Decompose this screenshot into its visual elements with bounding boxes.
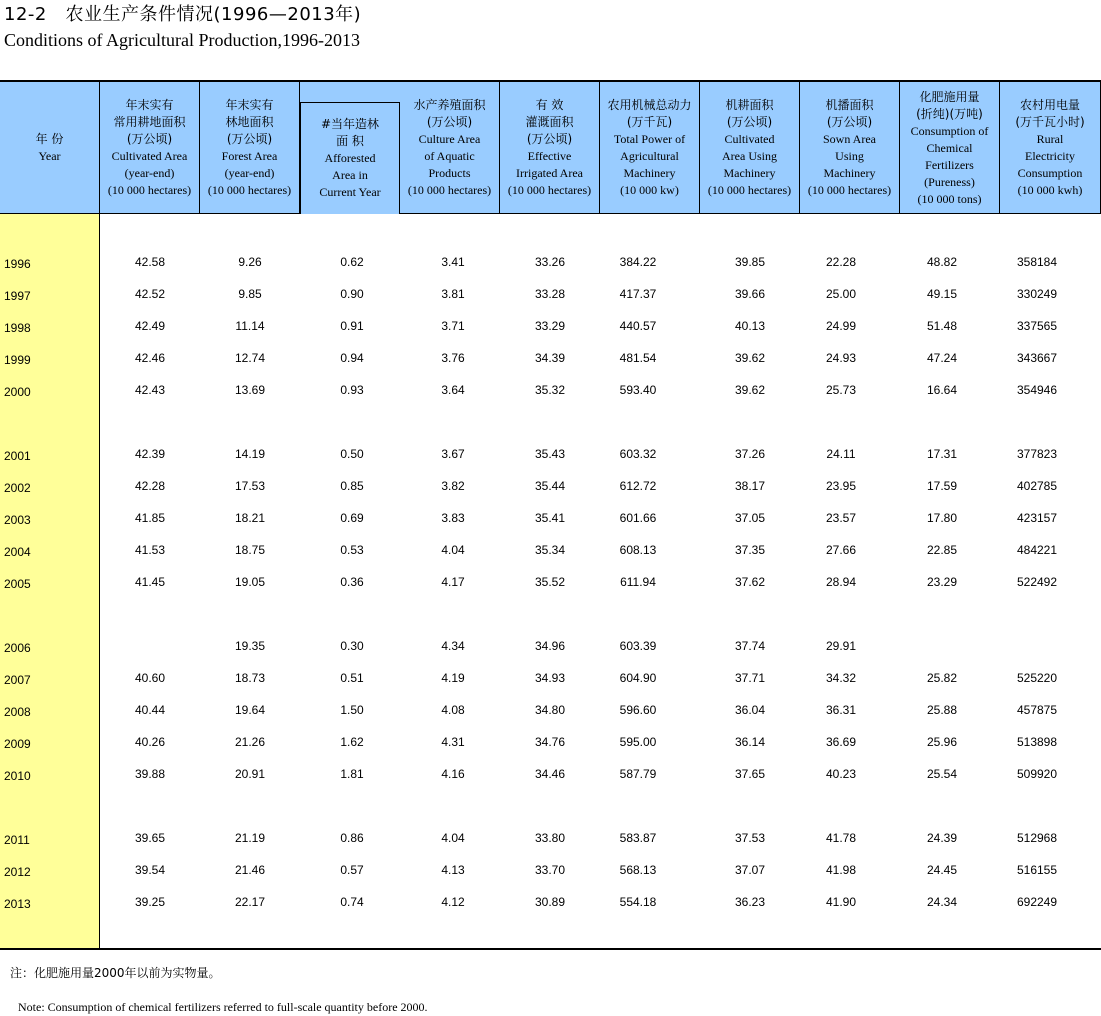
row-year: 2013 bbox=[4, 897, 31, 911]
cell-aquatic: 3.83 bbox=[441, 511, 465, 525]
cell-electricity: 512968 bbox=[1016, 831, 1058, 845]
header-cultivated-en-line: Cultivated Area bbox=[111, 149, 188, 163]
cell-electricity: 513898 bbox=[1016, 735, 1058, 749]
table-row bbox=[0, 766, 1101, 786]
cell-machinery: 596.60 bbox=[619, 703, 657, 717]
cell-aquatic: 4.12 bbox=[441, 895, 465, 909]
cell-machinery: 603.39 bbox=[619, 639, 657, 653]
cell-sown: 24.99 bbox=[825, 319, 857, 333]
table-row bbox=[0, 830, 1101, 850]
cell-aquatic: 4.17 bbox=[441, 575, 465, 589]
row-year: 2008 bbox=[4, 705, 31, 719]
cell-irrigated: 33.28 bbox=[534, 287, 566, 301]
cell-aquatic: 3.64 bbox=[441, 383, 465, 397]
cell-forest: 11.14 bbox=[235, 319, 265, 333]
cell-machine_cultivated: 36.14 bbox=[734, 735, 766, 749]
cell-afforested: 0.85 bbox=[340, 479, 364, 493]
header-electricity-cn-line: (万千瓦小时) bbox=[1015, 115, 1085, 129]
table-row bbox=[0, 254, 1101, 274]
table-row bbox=[0, 478, 1101, 498]
cell-machine_cultivated: 37.62 bbox=[734, 575, 766, 589]
cell-cultivated bbox=[110, 636, 190, 656]
row-year: 2006 bbox=[4, 641, 31, 655]
cell-fertilizer: 16.64 bbox=[926, 383, 958, 397]
cell-electricity: 330249 bbox=[1016, 287, 1058, 301]
table-row bbox=[0, 446, 1101, 466]
cell-cultivated: 40.26 bbox=[134, 735, 166, 749]
header-irrigated-en-line: Irrigated Area bbox=[516, 166, 583, 180]
header-machinery-cn-line: 农用机械总动力 bbox=[607, 98, 692, 112]
cell-electricity: 377823 bbox=[1016, 447, 1058, 461]
cell-forest: 18.75 bbox=[234, 543, 266, 557]
cell-machinery: 611.94 bbox=[620, 575, 656, 589]
header-sown-cn-line: 机播面积 bbox=[825, 98, 874, 112]
header-fertilizer-en-line: (10 000 tons) bbox=[917, 191, 982, 206]
row-year: 1999 bbox=[4, 353, 31, 367]
cell-aquatic: 3.67 bbox=[441, 447, 465, 461]
table-body bbox=[0, 214, 1101, 950]
cell-fertilizer: 22.85 bbox=[926, 543, 958, 557]
header-fertilizer-en-line: Chemical bbox=[926, 140, 973, 155]
cell-forest: 13.69 bbox=[234, 383, 266, 397]
cell-machine_cultivated: 40.13 bbox=[734, 319, 766, 333]
cell-forest: 18.21 bbox=[234, 511, 266, 525]
header-afforested bbox=[300, 102, 400, 214]
cell-irrigated: 33.29 bbox=[534, 319, 566, 333]
cell-afforested: 1.62 bbox=[340, 735, 364, 749]
cell-machine_cultivated: 39.66 bbox=[734, 287, 766, 301]
cell-irrigated: 35.52 bbox=[534, 575, 566, 589]
header-fertilizer-en-line: Consumption of bbox=[910, 123, 989, 138]
cell-sown: 41.78 bbox=[825, 831, 857, 845]
cell-fertilizer: 23.29 bbox=[926, 575, 958, 589]
header-irrigated-en-line: (10 000 hectares) bbox=[507, 183, 592, 197]
header-aquatic-cn-line: (万公顷) bbox=[426, 115, 473, 129]
cell-cultivated: 40.60 bbox=[134, 671, 166, 685]
cell-sown: 24.93 bbox=[825, 351, 857, 365]
header-cultivated-cn-line: 年末实有 bbox=[125, 98, 174, 112]
cell-sown: 23.95 bbox=[825, 479, 857, 493]
table-number: 12-2 bbox=[4, 4, 47, 25]
cell-fertilizer: 25.96 bbox=[926, 735, 958, 749]
cell-machinery: 593.40 bbox=[619, 383, 657, 397]
header-fertilizer-en-line: Fertilizers bbox=[925, 157, 974, 172]
cell-forest: 20.91 bbox=[234, 767, 266, 781]
header-forest-en-line: (10 000 hectares) bbox=[207, 183, 292, 197]
header-aquatic-cn-line: 水产养殖面积 bbox=[413, 98, 486, 112]
cell-sown: 23.57 bbox=[825, 511, 857, 525]
row-year: 2009 bbox=[4, 737, 31, 751]
row-year: 2010 bbox=[4, 769, 31, 783]
table-header bbox=[0, 80, 1101, 214]
cell-machine_cultivated: 36.04 bbox=[734, 703, 766, 717]
cell-afforested: 0.62 bbox=[340, 255, 364, 269]
row-year: 2007 bbox=[4, 673, 31, 687]
row-year: 2011 bbox=[4, 833, 30, 847]
cell-aquatic: 3.81 bbox=[441, 287, 465, 301]
cell-machine_cultivated: 37.05 bbox=[734, 511, 766, 525]
cell-irrigated: 34.96 bbox=[534, 639, 566, 653]
table-row bbox=[0, 542, 1101, 562]
cell-cultivated: 42.52 bbox=[134, 287, 166, 301]
cell-fertilizer: 24.34 bbox=[926, 895, 958, 909]
cell-aquatic: 3.76 bbox=[441, 351, 465, 365]
table-row bbox=[0, 574, 1101, 594]
cell-sown: 25.73 bbox=[825, 383, 857, 397]
cell-irrigated: 33.70 bbox=[534, 863, 566, 877]
header-cultivated bbox=[100, 82, 200, 214]
cell-sown: 22.28 bbox=[825, 255, 857, 269]
header-machinery bbox=[600, 82, 700, 214]
cell-machinery: 604.90 bbox=[619, 671, 657, 685]
cell-machinery: 601.66 bbox=[619, 511, 657, 525]
cell-afforested: 0.94 bbox=[340, 351, 364, 365]
cell-cultivated: 39.88 bbox=[134, 767, 166, 781]
header-irrigated bbox=[500, 82, 600, 214]
cell-fertilizer: 24.39 bbox=[926, 831, 958, 845]
table-row bbox=[0, 350, 1101, 370]
footnote-cn: 注：化肥施用量2000年以前为实物量。 bbox=[10, 966, 221, 980]
cell-aquatic: 4.34 bbox=[441, 639, 465, 653]
cell-machinery: 481.54 bbox=[619, 351, 657, 365]
header-electricity-en-line: Rural bbox=[1036, 132, 1064, 146]
cell-machine_cultivated: 39.85 bbox=[734, 255, 766, 269]
cell-machinery: 608.13 bbox=[619, 543, 657, 557]
header-forest bbox=[200, 82, 300, 214]
header-machine_cultivated-en-line: (10 000 hectares) bbox=[707, 183, 792, 197]
cell-electricity: 358184 bbox=[1016, 255, 1058, 269]
header-sown-en-line: Sown Area bbox=[823, 132, 876, 146]
header-machinery-en-line: (10 000 kw) bbox=[620, 183, 679, 197]
table-row bbox=[0, 734, 1101, 754]
cell-cultivated: 42.58 bbox=[134, 255, 166, 269]
cell-afforested: 0.91 bbox=[340, 319, 364, 333]
row-year: 2004 bbox=[4, 545, 31, 559]
cell-cultivated: 39.54 bbox=[134, 863, 166, 877]
cell-electricity: 516155 bbox=[1016, 863, 1058, 877]
cell-irrigated: 35.34 bbox=[534, 543, 566, 557]
cell-afforested: 0.74 bbox=[340, 895, 364, 909]
cell-machinery: 440.57 bbox=[619, 319, 657, 333]
cell-afforested: 0.50 bbox=[340, 447, 364, 461]
header-fertilizer bbox=[900, 82, 1000, 214]
cell-cultivated: 42.39 bbox=[134, 447, 166, 461]
cell-sown: 36.69 bbox=[825, 735, 857, 749]
cell-irrigated: 33.80 bbox=[534, 831, 566, 845]
cell-machine_cultivated: 37.07 bbox=[734, 863, 766, 877]
cell-irrigated: 33.26 bbox=[534, 255, 566, 269]
cell-machinery: 417.37 bbox=[619, 287, 657, 301]
cell-irrigated: 35.44 bbox=[534, 479, 566, 493]
row-year: 2001 bbox=[4, 449, 31, 463]
cell-forest: 14.19 bbox=[234, 447, 266, 461]
header-cultivated-cn-line: (万公顷) bbox=[126, 132, 173, 146]
header-afforested-en-line: Current Year bbox=[319, 185, 381, 199]
cell-aquatic: 4.08 bbox=[441, 703, 465, 717]
cell-forest: 21.19 bbox=[234, 831, 266, 845]
row-year: 2000 bbox=[4, 385, 31, 399]
cell-sown: 27.66 bbox=[825, 543, 857, 557]
cell-cultivated: 42.46 bbox=[134, 351, 166, 365]
cell-fertilizer: 25.88 bbox=[926, 703, 958, 717]
cell-aquatic: 3.71 bbox=[441, 319, 465, 333]
row-year: 2003 bbox=[4, 513, 31, 527]
cell-electricity: 343667 bbox=[1016, 351, 1058, 365]
cell-forest: 12.74 bbox=[234, 351, 266, 365]
table-title-cn bbox=[4, 3, 361, 27]
header-irrigated-cn-line: (万公顷) bbox=[526, 132, 573, 146]
cell-irrigated: 34.80 bbox=[534, 703, 566, 717]
header-forest-cn-line: 林地面积 bbox=[225, 115, 274, 129]
cell-sown: 24.11 bbox=[826, 447, 856, 461]
header-forest-cn-line: (万公顷) bbox=[226, 132, 273, 146]
header-electricity-cn-line: 农村用电量 bbox=[1019, 98, 1080, 112]
header-afforested-en-line: Afforested bbox=[324, 151, 376, 165]
cell-machine_cultivated: 39.62 bbox=[734, 383, 766, 397]
header-aquatic-en-line: Products bbox=[428, 166, 471, 180]
header-fertilizer-cn-line: 化肥施用量 bbox=[919, 89, 980, 104]
header-sown-en-line: Using bbox=[835, 149, 864, 163]
header-forest-en-line: (year-end) bbox=[224, 166, 275, 180]
cell-forest: 17.53 bbox=[234, 479, 266, 493]
row-year: 2002 bbox=[4, 481, 31, 495]
header-electricity-en-line: Electricity bbox=[1025, 149, 1075, 163]
table-title-cn-text: 农业生产条件情况(1996—2013年) bbox=[65, 4, 362, 25]
cell-forest: 22.17 bbox=[234, 895, 266, 909]
header-sown-en-line: (10 000 hectares) bbox=[807, 183, 892, 197]
cell-afforested: 0.36 bbox=[340, 575, 364, 589]
cell-forest: 19.05 bbox=[234, 575, 266, 589]
cell-irrigated: 35.43 bbox=[534, 447, 566, 461]
cell-machinery: 583.87 bbox=[619, 831, 657, 845]
cell-electricity: 484221 bbox=[1016, 543, 1058, 557]
header-year-cn-line: 年 份 bbox=[35, 132, 64, 146]
cell-afforested: 0.90 bbox=[340, 287, 364, 301]
table-title-en: Conditions of Agricultural Production,1996-2013 bbox=[4, 30, 360, 50]
header-irrigated-en-line: Effective bbox=[527, 149, 572, 163]
cell-aquatic: 4.19 bbox=[441, 671, 465, 685]
cell-cultivated: 39.25 bbox=[134, 895, 166, 909]
cell-machinery: 603.32 bbox=[619, 447, 657, 461]
cell-afforested: 0.53 bbox=[340, 543, 364, 557]
header-afforested-cn-line: 面 积 bbox=[336, 134, 364, 148]
cell-irrigated: 35.41 bbox=[534, 511, 566, 525]
header-afforested-cn-line: #当年造林 bbox=[320, 117, 380, 131]
cell-electricity: 457875 bbox=[1016, 703, 1058, 717]
cell-machinery: 568.13 bbox=[619, 863, 657, 877]
cell-aquatic: 4.13 bbox=[441, 863, 465, 877]
table-row bbox=[0, 702, 1101, 722]
cell-fertilizer: 25.54 bbox=[926, 767, 958, 781]
header-forest-cn-line: 年末实有 bbox=[225, 98, 274, 112]
cell-forest: 9.26 bbox=[238, 255, 262, 269]
cell-aquatic: 3.82 bbox=[441, 479, 465, 493]
cell-cultivated: 40.44 bbox=[134, 703, 166, 717]
cell-afforested: 1.81 bbox=[340, 767, 364, 781]
cell-irrigated: 34.76 bbox=[534, 735, 566, 749]
cell-electricity: 402785 bbox=[1016, 479, 1058, 493]
cell-forest: 18.73 bbox=[234, 671, 266, 685]
cell-cultivated: 41.53 bbox=[134, 543, 166, 557]
cell-electricity bbox=[997, 636, 1077, 656]
header-electricity bbox=[1000, 82, 1101, 214]
cell-cultivated: 42.28 bbox=[134, 479, 166, 493]
header-irrigated-cn-line: 灌溉面积 bbox=[525, 115, 574, 129]
cell-fertilizer: 49.15 bbox=[926, 287, 958, 301]
table-row bbox=[0, 286, 1101, 306]
header-machine_cultivated-en-line: Machinery bbox=[723, 166, 776, 180]
header-electricity-en-line: Consumption bbox=[1017, 166, 1083, 180]
cell-sown: 34.32 bbox=[825, 671, 857, 685]
cell-aquatic: 3.41 bbox=[441, 255, 465, 269]
table-row bbox=[0, 382, 1101, 402]
table-row bbox=[0, 318, 1101, 338]
header-aquatic-en-line: (10 000 hectares) bbox=[407, 183, 492, 197]
cell-forest: 19.35 bbox=[234, 639, 266, 653]
cell-fertilizer: 17.59 bbox=[926, 479, 958, 493]
header-machine_cultivated bbox=[700, 82, 800, 214]
cell-forest: 21.26 bbox=[234, 735, 266, 749]
cell-fertilizer: 25.82 bbox=[926, 671, 958, 685]
header-sown-en-line: Machinery bbox=[823, 166, 876, 180]
header-machinery-en-line: Total Power of bbox=[613, 132, 686, 146]
header-sown-cn-line: (万公顷) bbox=[826, 115, 873, 129]
table-row bbox=[0, 638, 1101, 658]
row-year: 1998 bbox=[4, 321, 31, 335]
header-sown bbox=[800, 82, 900, 214]
table-row bbox=[0, 894, 1101, 914]
header-electricity-en-line: (10 000 kwh) bbox=[1017, 183, 1083, 197]
cell-cultivated: 42.43 bbox=[134, 383, 166, 397]
row-year: 2005 bbox=[4, 577, 31, 591]
header-machinery-cn-line: (万千瓦) bbox=[626, 115, 673, 129]
cell-electricity: 509920 bbox=[1016, 767, 1058, 781]
cell-sown: 41.98 bbox=[825, 863, 857, 877]
cell-machine_cultivated: 37.35 bbox=[734, 543, 766, 557]
header-fertilizer-cn-line: (折纯)(万吨) bbox=[916, 106, 983, 121]
cell-electricity: 525220 bbox=[1016, 671, 1058, 685]
cell-forest: 21.46 bbox=[234, 863, 266, 877]
cell-afforested: 0.86 bbox=[340, 831, 364, 845]
cell-fertilizer: 47.24 bbox=[926, 351, 958, 365]
cell-machine_cultivated: 37.71 bbox=[734, 671, 766, 685]
cell-aquatic: 4.04 bbox=[441, 543, 465, 557]
cell-fertilizer bbox=[902, 636, 982, 656]
header-cultivated-en-line: (year-end) bbox=[124, 166, 175, 180]
cell-electricity: 337565 bbox=[1016, 319, 1058, 333]
header-aquatic-en-line: of Aquatic bbox=[424, 149, 475, 163]
cell-machinery: 595.00 bbox=[619, 735, 657, 749]
header-machine_cultivated-cn-line: (万公顷) bbox=[726, 115, 773, 129]
cell-machinery: 554.18 bbox=[619, 895, 657, 909]
header-afforested-en-line: Area in bbox=[332, 168, 368, 182]
row-year: 2012 bbox=[4, 865, 31, 879]
cell-forest: 9.85 bbox=[238, 287, 262, 301]
table-row bbox=[0, 510, 1101, 530]
cell-machine_cultivated: 37.53 bbox=[734, 831, 766, 845]
cell-irrigated: 34.46 bbox=[534, 767, 566, 781]
header-machinery-en-line: Machinery bbox=[623, 166, 676, 180]
cell-machine_cultivated: 37.26 bbox=[734, 447, 766, 461]
cell-machine_cultivated: 38.17 bbox=[734, 479, 766, 493]
cell-sown: 28.94 bbox=[825, 575, 857, 589]
header-machine_cultivated-en-line: Cultivated bbox=[724, 132, 775, 146]
header-aquatic-en-line: Culture Area bbox=[418, 132, 481, 146]
header-machine_cultivated-cn-line: 机耕面积 bbox=[725, 98, 774, 112]
cell-afforested: 0.30 bbox=[340, 639, 364, 653]
header-machine_cultivated-en-line: Area Using bbox=[722, 149, 777, 163]
cell-irrigated: 34.93 bbox=[534, 671, 566, 685]
header-cultivated-cn-line: 常用耕地面积 bbox=[113, 115, 186, 129]
cell-electricity: 522492 bbox=[1016, 575, 1058, 589]
cell-fertilizer: 24.45 bbox=[926, 863, 958, 877]
cell-fertilizer: 17.80 bbox=[926, 511, 958, 525]
cell-aquatic: 4.31 bbox=[441, 735, 465, 749]
cell-machine_cultivated: 37.65 bbox=[734, 767, 766, 781]
header-aquatic bbox=[400, 82, 500, 214]
cell-electricity: 354946 bbox=[1016, 383, 1058, 397]
header-fertilizer-en-line: (Pureness) bbox=[924, 174, 975, 189]
row-year: 1996 bbox=[4, 257, 31, 271]
cell-afforested: 0.51 bbox=[340, 671, 364, 685]
cell-irrigated: 35.32 bbox=[534, 383, 566, 397]
table-row bbox=[0, 670, 1101, 690]
cell-electricity: 423157 bbox=[1016, 511, 1058, 525]
cell-machine_cultivated: 39.62 bbox=[734, 351, 766, 365]
cell-cultivated: 39.65 bbox=[134, 831, 166, 845]
cell-sown: 25.00 bbox=[825, 287, 857, 301]
header-irrigated-cn-line: 有 效 bbox=[535, 98, 564, 112]
cell-machinery: 384.22 bbox=[619, 255, 657, 269]
cell-sown: 41.90 bbox=[825, 895, 857, 909]
cell-machine_cultivated: 36.23 bbox=[734, 895, 766, 909]
cell-machinery: 612.72 bbox=[619, 479, 657, 493]
header-cultivated-en-line: (10 000 hectares) bbox=[107, 183, 192, 197]
cell-aquatic: 4.04 bbox=[441, 831, 465, 845]
cell-afforested: 1.50 bbox=[340, 703, 364, 717]
cell-afforested: 0.93 bbox=[340, 383, 364, 397]
cell-cultivated: 41.85 bbox=[134, 511, 166, 525]
cell-machine_cultivated: 37.74 bbox=[734, 639, 766, 653]
cell-fertilizer: 17.31 bbox=[926, 447, 958, 461]
header-year-en-line: Year bbox=[38, 149, 61, 163]
cell-sown: 29.91 bbox=[825, 639, 857, 653]
cell-electricity: 692249 bbox=[1016, 895, 1058, 909]
cell-afforested: 0.57 bbox=[340, 863, 364, 877]
cell-sown: 36.31 bbox=[825, 703, 857, 717]
cell-cultivated: 42.49 bbox=[134, 319, 166, 333]
cell-forest: 19.64 bbox=[234, 703, 266, 717]
footnote-en: Note: Consumption of chemical fertilizers referred to full-scale quantity before 2000. bbox=[18, 1000, 428, 1014]
data-table bbox=[0, 80, 1101, 952]
header-year bbox=[0, 82, 100, 214]
cell-irrigated: 34.39 bbox=[534, 351, 566, 365]
cell-machinery: 587.79 bbox=[619, 767, 657, 781]
table-row bbox=[0, 862, 1101, 882]
cell-aquatic: 4.16 bbox=[441, 767, 465, 781]
row-year: 1997 bbox=[4, 289, 31, 303]
header-forest-en-line: Forest Area bbox=[221, 149, 278, 163]
header-machinery-en-line: Agricultural bbox=[620, 149, 679, 163]
cell-irrigated: 30.89 bbox=[534, 895, 566, 909]
cell-afforested: 0.69 bbox=[340, 511, 364, 525]
cell-fertilizer: 51.48 bbox=[926, 319, 958, 333]
cell-sown: 40.23 bbox=[825, 767, 857, 781]
cell-fertilizer: 48.82 bbox=[926, 255, 958, 269]
cell-cultivated: 41.45 bbox=[134, 575, 166, 589]
